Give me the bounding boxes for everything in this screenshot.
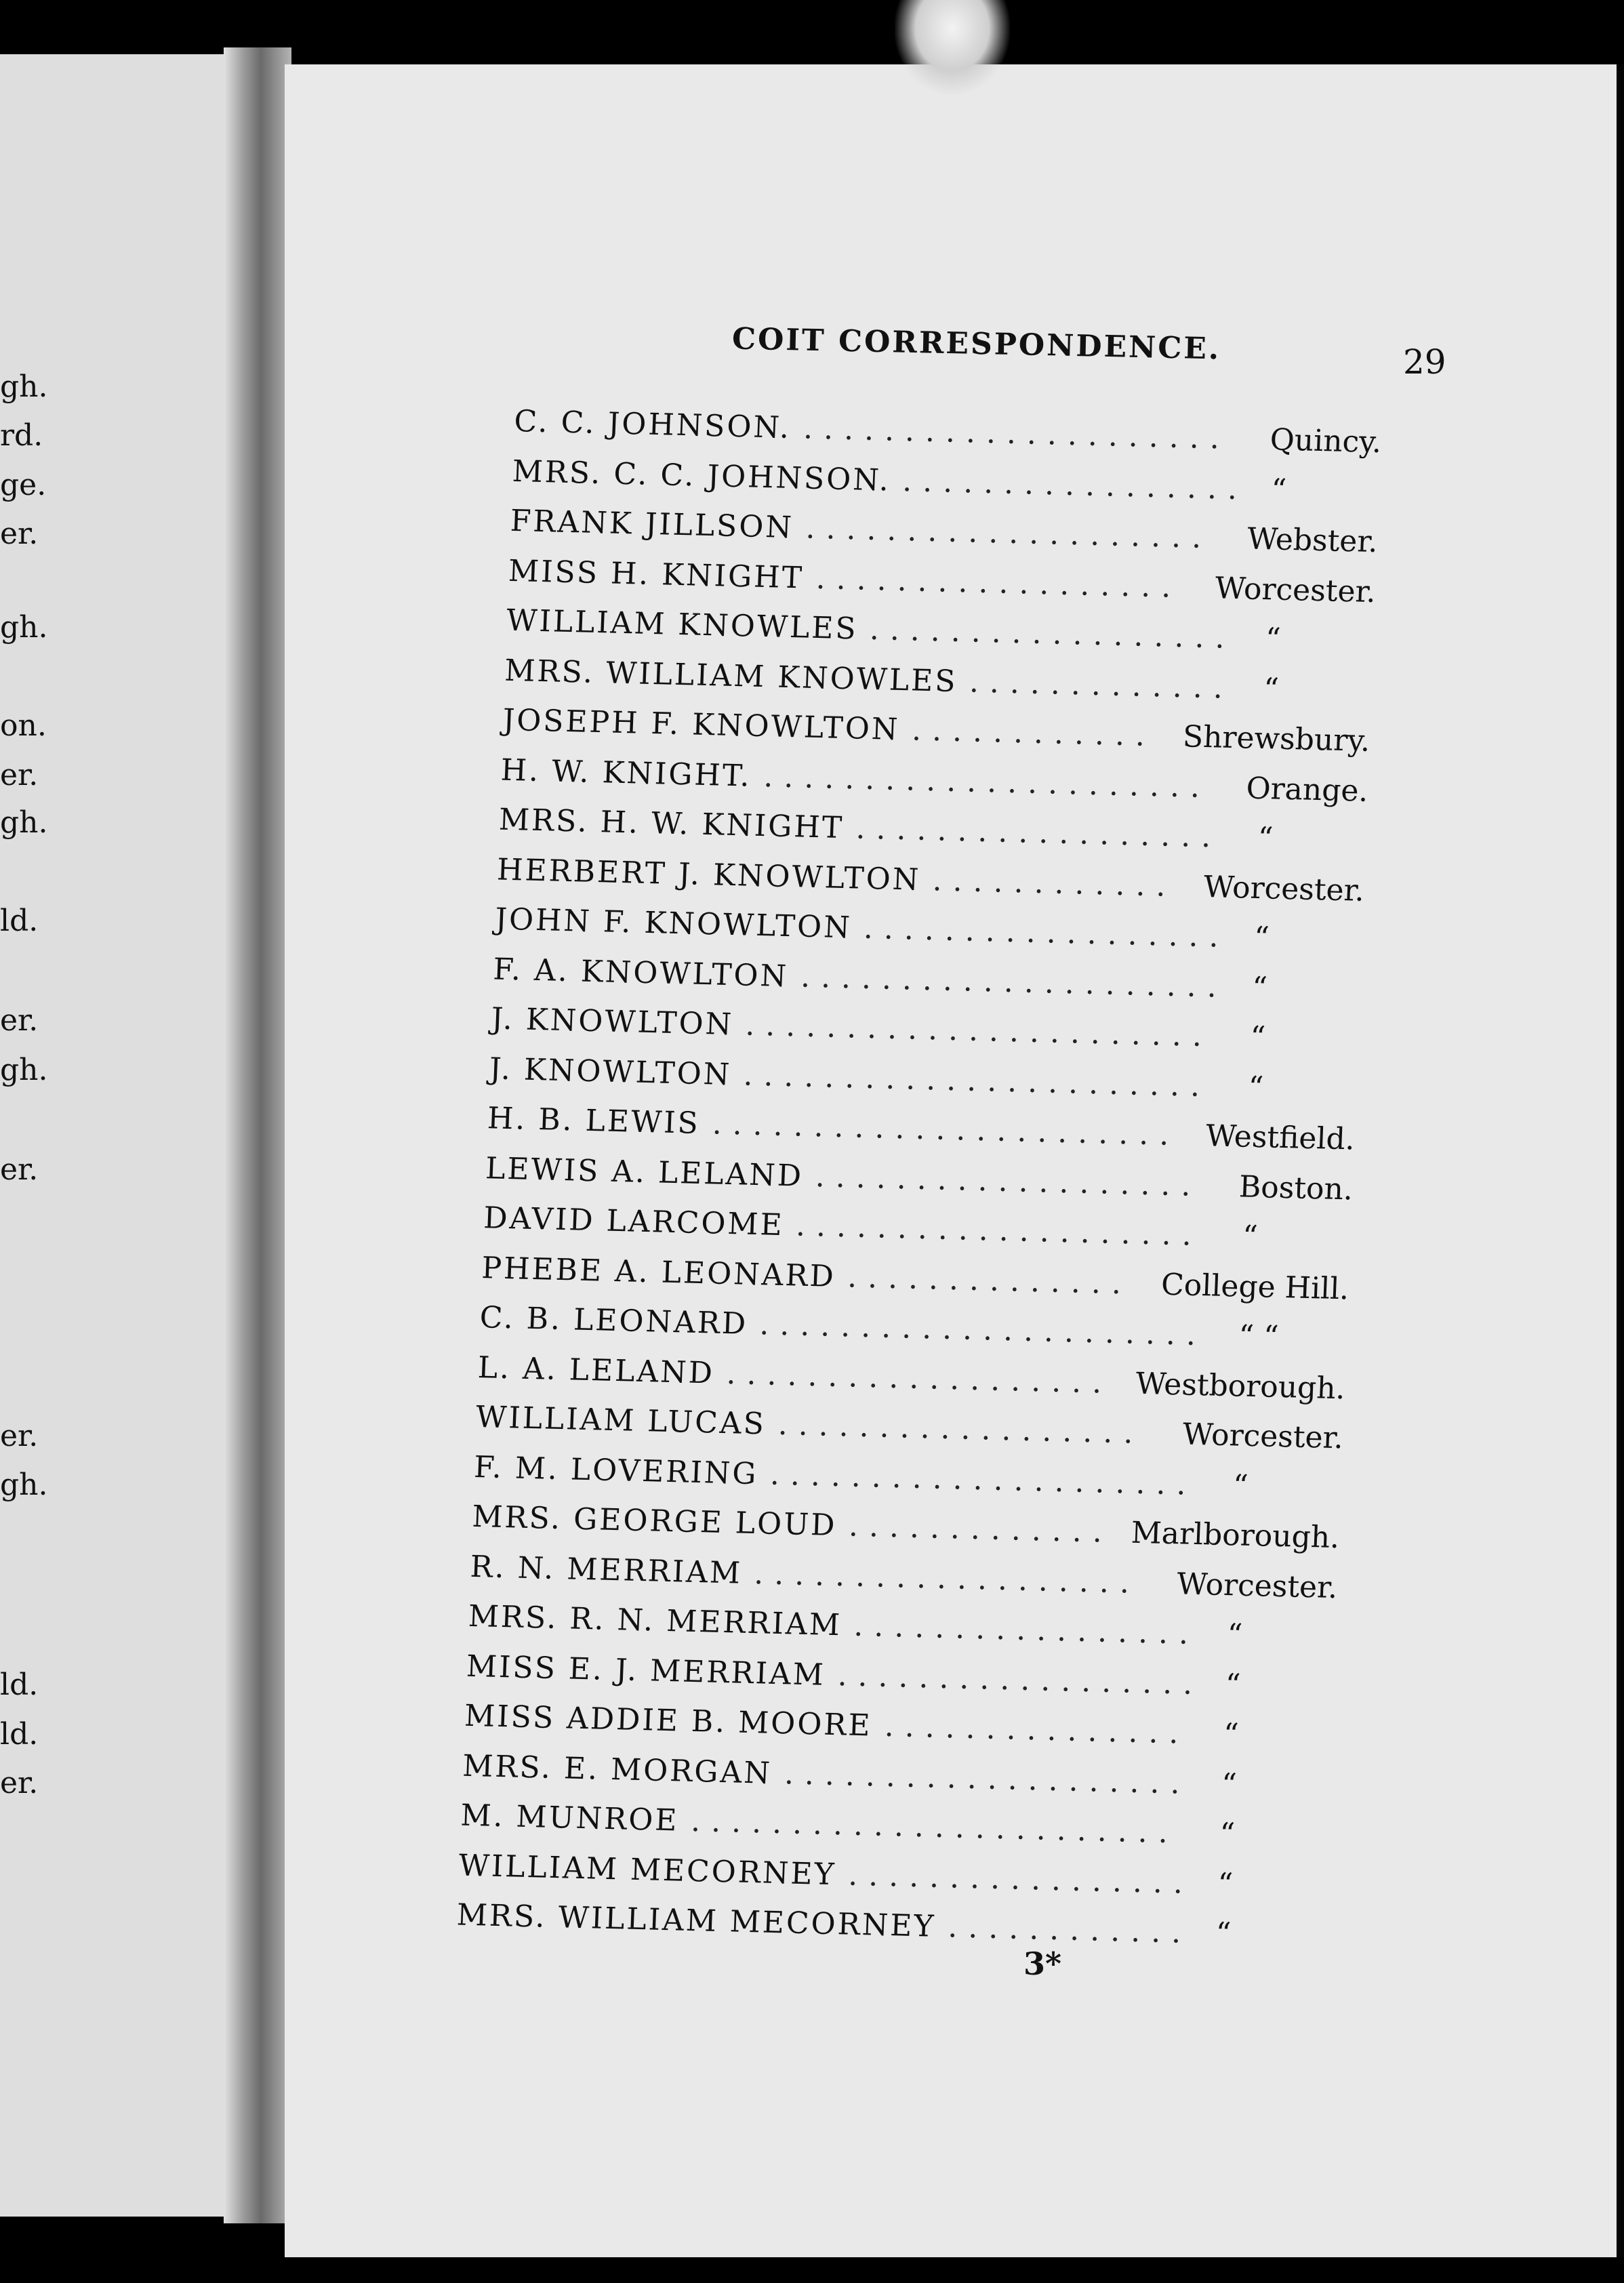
entry-place: “ xyxy=(1226,1617,1244,1653)
dot-leader: .................... xyxy=(795,1208,1203,1253)
entry-place: College Hill. xyxy=(1160,1267,1350,1306)
dot-leader: ................. xyxy=(853,1608,1200,1652)
left-page xyxy=(0,54,224,2217)
dot-leader: ............ xyxy=(947,1910,1193,1951)
entry-place: “ xyxy=(1249,1019,1266,1055)
entry-place: “ xyxy=(1215,1916,1232,1952)
dot-leader: .............. xyxy=(847,1259,1133,1301)
entry-place: Westborough. xyxy=(1135,1366,1346,1406)
entry-name: C. B. LEONARD xyxy=(479,1300,749,1341)
entry-place: “ xyxy=(1263,671,1280,707)
entry-place: “ xyxy=(1217,1866,1234,1902)
entry-name: JOSEPH F. KNOWLTON xyxy=(502,702,901,747)
entry-name: F. M. LOVERING xyxy=(473,1449,759,1491)
entry-place: Orange. xyxy=(1245,771,1369,809)
entry-place: Quincy. xyxy=(1269,422,1383,460)
left-page-fragment: er. xyxy=(0,517,39,551)
entry-place: “ xyxy=(1222,1717,1240,1752)
dot-leader: ....................... xyxy=(744,1007,1214,1054)
left-page-fragment: on. xyxy=(0,708,47,743)
page-number: 29 xyxy=(1403,342,1446,382)
entry-name: WILLIAM KNOWLES xyxy=(506,603,859,647)
entry-name: WILLIAM MECORNEY xyxy=(458,1848,837,1892)
left-page-fragment: gh. xyxy=(0,805,48,840)
dot-leader: ................... xyxy=(753,1556,1141,1600)
entry-place: Webster. xyxy=(1246,521,1379,560)
entry-place: “ xyxy=(1232,1468,1249,1503)
left-page-fragment: ld. xyxy=(0,1717,39,1752)
entry-name: LEWIS A. LELAND xyxy=(485,1150,805,1194)
left-page-fragment: er. xyxy=(0,1766,39,1800)
left-page-fragment: er. xyxy=(0,1419,39,1453)
entry-place: “ xyxy=(1264,622,1282,657)
dot-leader: ................... xyxy=(815,1158,1202,1203)
entry-name: R. N. MERRIAM xyxy=(469,1549,743,1591)
paper-tear xyxy=(895,0,1010,95)
entry-name: WILLIAM LUCAS xyxy=(475,1400,767,1442)
dot-leader: ..................... xyxy=(803,411,1231,456)
dot-leader: ................... xyxy=(725,1356,1114,1400)
left-page-fragment: gh. xyxy=(0,610,48,645)
entry-place: “ xyxy=(1219,1817,1236,1852)
left-page-fragment: ld. xyxy=(0,904,39,938)
left-page-fragment: ld. xyxy=(0,1668,39,1702)
entry-place: Marlborough. xyxy=(1130,1515,1341,1556)
dot-leader: .................. xyxy=(855,811,1223,855)
page-edge-shadow xyxy=(1617,64,1624,2257)
entry-name: L. A. LELAND xyxy=(477,1350,715,1391)
entry-place: “ xyxy=(1247,1070,1265,1105)
left-page-fragment: er. xyxy=(0,758,39,792)
entry-place: Worcester. xyxy=(1176,1566,1339,1605)
entry-name: PHEBE A. LEONARD xyxy=(481,1250,836,1294)
dot-leader: ....................... xyxy=(712,1106,1181,1153)
entry-name: H. B. LEWIS xyxy=(487,1101,701,1141)
dot-leader: ............. xyxy=(969,664,1234,706)
entry-name: M. MUNROE xyxy=(460,1798,680,1838)
entry-name: FRANK JILLSON xyxy=(509,503,794,546)
entry-place: “ “ xyxy=(1238,1318,1280,1354)
dot-leader: ................. xyxy=(901,463,1249,506)
entry-name: HERBERT J. KNOWLTON xyxy=(496,852,922,897)
entry-name: MRS. E. MORGAN xyxy=(462,1748,773,1791)
dot-leader: ...................... xyxy=(758,1307,1208,1353)
entry-name: MISS ADDIE B. MOORE xyxy=(464,1698,873,1743)
dot-leader: ..................... xyxy=(769,1457,1198,1502)
entry-name: JOHN F. KNOWLTON xyxy=(494,902,853,946)
name-list xyxy=(456,397,1383,1961)
entry-place: Worcester. xyxy=(1202,869,1365,908)
dot-leader: ............ xyxy=(911,712,1157,754)
signature-mark: 3* xyxy=(1023,1945,1062,1982)
entry-place: Shrewsbury. xyxy=(1182,719,1371,759)
entry-place: “ xyxy=(1270,472,1287,508)
left-page-fragment: rd. xyxy=(0,418,43,453)
left-page-fragment: gh. xyxy=(0,1468,48,1502)
book-gutter xyxy=(224,47,291,2223)
entry-place: Boston. xyxy=(1238,1169,1354,1207)
dot-leader: ................. xyxy=(847,1857,1195,1901)
entry-name: J. KNOWLTON xyxy=(490,1001,735,1043)
entry-name: MRS. WILLIAM MECORNEY xyxy=(455,1897,937,1944)
entry-name: MRS. C. C. JOHNSON. xyxy=(511,453,891,498)
entry-place: “ xyxy=(1242,1219,1259,1255)
entry-place: “ xyxy=(1221,1766,1238,1802)
left-page-fragment: er. xyxy=(0,1152,39,1187)
dot-leader: .................. xyxy=(836,1657,1204,1701)
entry-place: “ xyxy=(1257,820,1274,856)
dot-leader: ............... xyxy=(884,1708,1190,1751)
dot-leader: .................... xyxy=(805,510,1213,556)
entry-name: MRS. GEORGE LOUD xyxy=(471,1499,838,1543)
dot-leader: ....................... xyxy=(742,1057,1212,1104)
entry-name: C. C. JOHNSON. xyxy=(513,403,792,445)
entry-place: “ xyxy=(1253,920,1270,956)
left-page-fragment: er. xyxy=(0,1003,39,1038)
dot-leader: ............ xyxy=(932,862,1177,904)
dot-leader: .................. xyxy=(863,910,1230,954)
entry-place: Worcester. xyxy=(1181,1417,1344,1456)
running-head: COIT CORRESPONDENCE. xyxy=(731,321,1221,367)
dot-leader: .................... xyxy=(784,1756,1192,1801)
entry-name: MISS H. KNIGHT xyxy=(508,553,805,595)
entry-place: Worcester. xyxy=(1214,570,1377,609)
dot-leader: ............. xyxy=(848,1508,1114,1550)
entry-name: J. KNOWLTON xyxy=(488,1051,733,1092)
entry-name: F. A. KNOWLTON xyxy=(492,951,790,994)
left-page-fragment: ge. xyxy=(0,468,47,502)
entry-name: MRS. H. W. KNIGHT xyxy=(498,802,845,846)
dot-leader: ..................... xyxy=(800,959,1228,1005)
left-page-fragment: gh. xyxy=(0,1053,48,1087)
dot-leader: .................. xyxy=(777,1407,1145,1451)
entry-name: H. W. KNIGHT. xyxy=(500,752,752,794)
entry-place: “ xyxy=(1224,1667,1242,1703)
entry-name: MISS E. J. MERRIAM xyxy=(466,1649,826,1693)
dot-leader: ........................ xyxy=(690,1803,1179,1851)
entry-place: Westfield. xyxy=(1205,1118,1356,1157)
entry-name: MRS. WILLIAM KNOWLES xyxy=(504,653,958,699)
dot-leader: ...................... xyxy=(763,759,1212,805)
dot-leader: .................. xyxy=(869,611,1236,656)
entry-place: “ xyxy=(1251,970,1268,1005)
dot-leader: .................. xyxy=(815,561,1183,605)
left-page-fragment: gh. xyxy=(0,369,48,404)
entry-name: DAVID LARCOME xyxy=(483,1200,785,1243)
entry-name: MRS. R. N. MERRIAM xyxy=(467,1598,843,1643)
